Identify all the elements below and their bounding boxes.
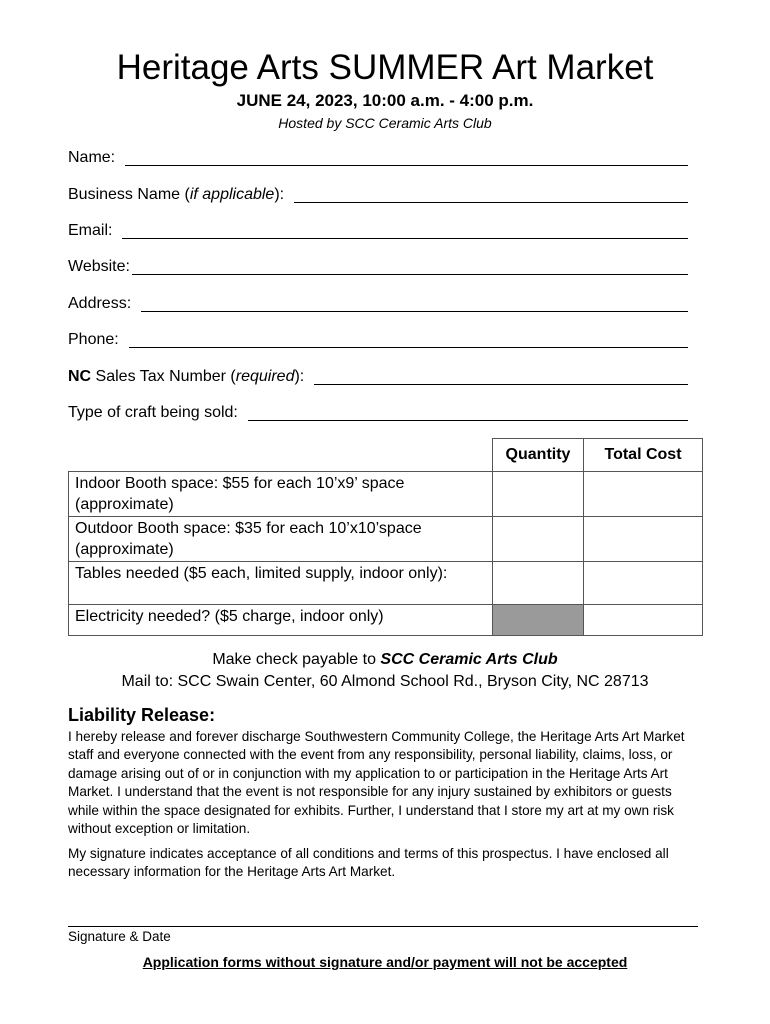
website-input-line[interactable]	[132, 260, 688, 275]
table-row	[69, 562, 703, 605]
email-input-line[interactable]	[122, 224, 688, 239]
table-row	[69, 472, 703, 517]
mail-to-address: Mail to: SCC Swain Center, 60 Almond School Rd., Bryson City, NC 28713	[121, 673, 649, 690]
sales-tax-input-line[interactable]	[314, 370, 688, 385]
website-label: Website:	[68, 258, 130, 275]
indoor-booth-total-cell[interactable]	[584, 472, 703, 517]
fee-table	[68, 438, 703, 636]
business-name-field	[68, 185, 688, 205]
business-name-input-line[interactable]	[294, 188, 688, 203]
name-input-line[interactable]	[125, 151, 688, 166]
outdoor-booth-total-cell[interactable]	[584, 517, 703, 562]
payable-to-name: SCC Ceramic Arts Club	[380, 651, 558, 668]
submission-warning: Application forms without signature and/or payment will not be accepted	[142, 954, 628, 970]
outdoor-booth-quantity-cell[interactable]	[493, 517, 584, 562]
fee-table-header-row	[69, 439, 703, 472]
address-label: Address:	[68, 295, 132, 312]
total-cost-header: Total Cost	[584, 439, 703, 472]
craft-type-field	[68, 403, 688, 423]
business-name-label: Business Name (if applicable):	[68, 186, 285, 203]
email-field	[68, 221, 688, 241]
website-field	[68, 257, 688, 277]
sales-tax-label: NC Sales Tax Number (required):	[68, 368, 305, 385]
table-row	[69, 517, 703, 562]
indoor-booth-label: Indoor Booth space: $55 for each 10’x9’ space (approximate)	[69, 472, 493, 517]
craft-type-label: Type of craft being sold:	[68, 404, 238, 421]
page-title: Heritage Arts SUMMER Art Market	[116, 48, 654, 87]
liability-heading: Liability Release:	[68, 705, 216, 725]
tables-needed-total-cell[interactable]	[584, 562, 703, 605]
liability-paragraph: I hereby release and forever discharge Southwestern Community College, the Heritage Arts Art Market staff and everyone connected with the event from any responsibility, personal liability, claims, loss, or damage arising out of or in conjunction with my application to or participation in the Heritage Arts Art Market. I understand that the event is not responsible for any injury sustained by exhibitors or guests while within the space designated for exhibits. Further, I understand that I store my art at my own risk without exception or limitation.	[68, 729, 685, 837]
name-field	[68, 148, 688, 168]
signature-line[interactable]	[68, 926, 698, 927]
address-input-line[interactable]	[141, 297, 688, 312]
outdoor-booth-label: Outdoor Booth space: $35 for each 10’x10’space (approximate)	[69, 517, 493, 562]
acceptance-paragraph: My signature indicates acceptance of all conditions and terms of this prospectus. I have enclosed all necessary information for the Heritage Arts Art Market.	[68, 846, 669, 880]
signature-label: Signature & Date	[68, 929, 171, 944]
sales-tax-field	[68, 367, 688, 387]
tables-needed-quantity-cell[interactable]	[493, 562, 584, 605]
phone-input-line[interactable]	[129, 333, 688, 348]
name-label: Name:	[68, 149, 116, 166]
tables-needed-label: Tables needed ($5 each, limited supply, indoor only):	[69, 562, 493, 605]
event-host: Hosted by SCC Ceramic Arts Club	[278, 115, 492, 131]
quantity-header: Quantity	[493, 439, 584, 472]
phone-label: Phone:	[68, 331, 119, 348]
phone-field	[68, 330, 688, 350]
email-label: Email:	[68, 222, 113, 239]
electricity-label: Electricity needed? ($5 charge, indoor only)	[69, 605, 493, 636]
payable-to-line: Make check payable to SCC Ceramic Arts Club	[212, 651, 558, 668]
address-field	[68, 294, 688, 314]
craft-type-input-line[interactable]	[248, 406, 688, 421]
electricity-total-cell[interactable]	[584, 605, 703, 636]
table-row	[69, 605, 703, 636]
event-date-time: JUNE 24, 2023, 10:00 a.m. - 4:00 p.m.	[236, 91, 534, 110]
indoor-booth-quantity-cell[interactable]	[493, 472, 584, 517]
electricity-quantity-cell-disabled	[493, 605, 584, 636]
